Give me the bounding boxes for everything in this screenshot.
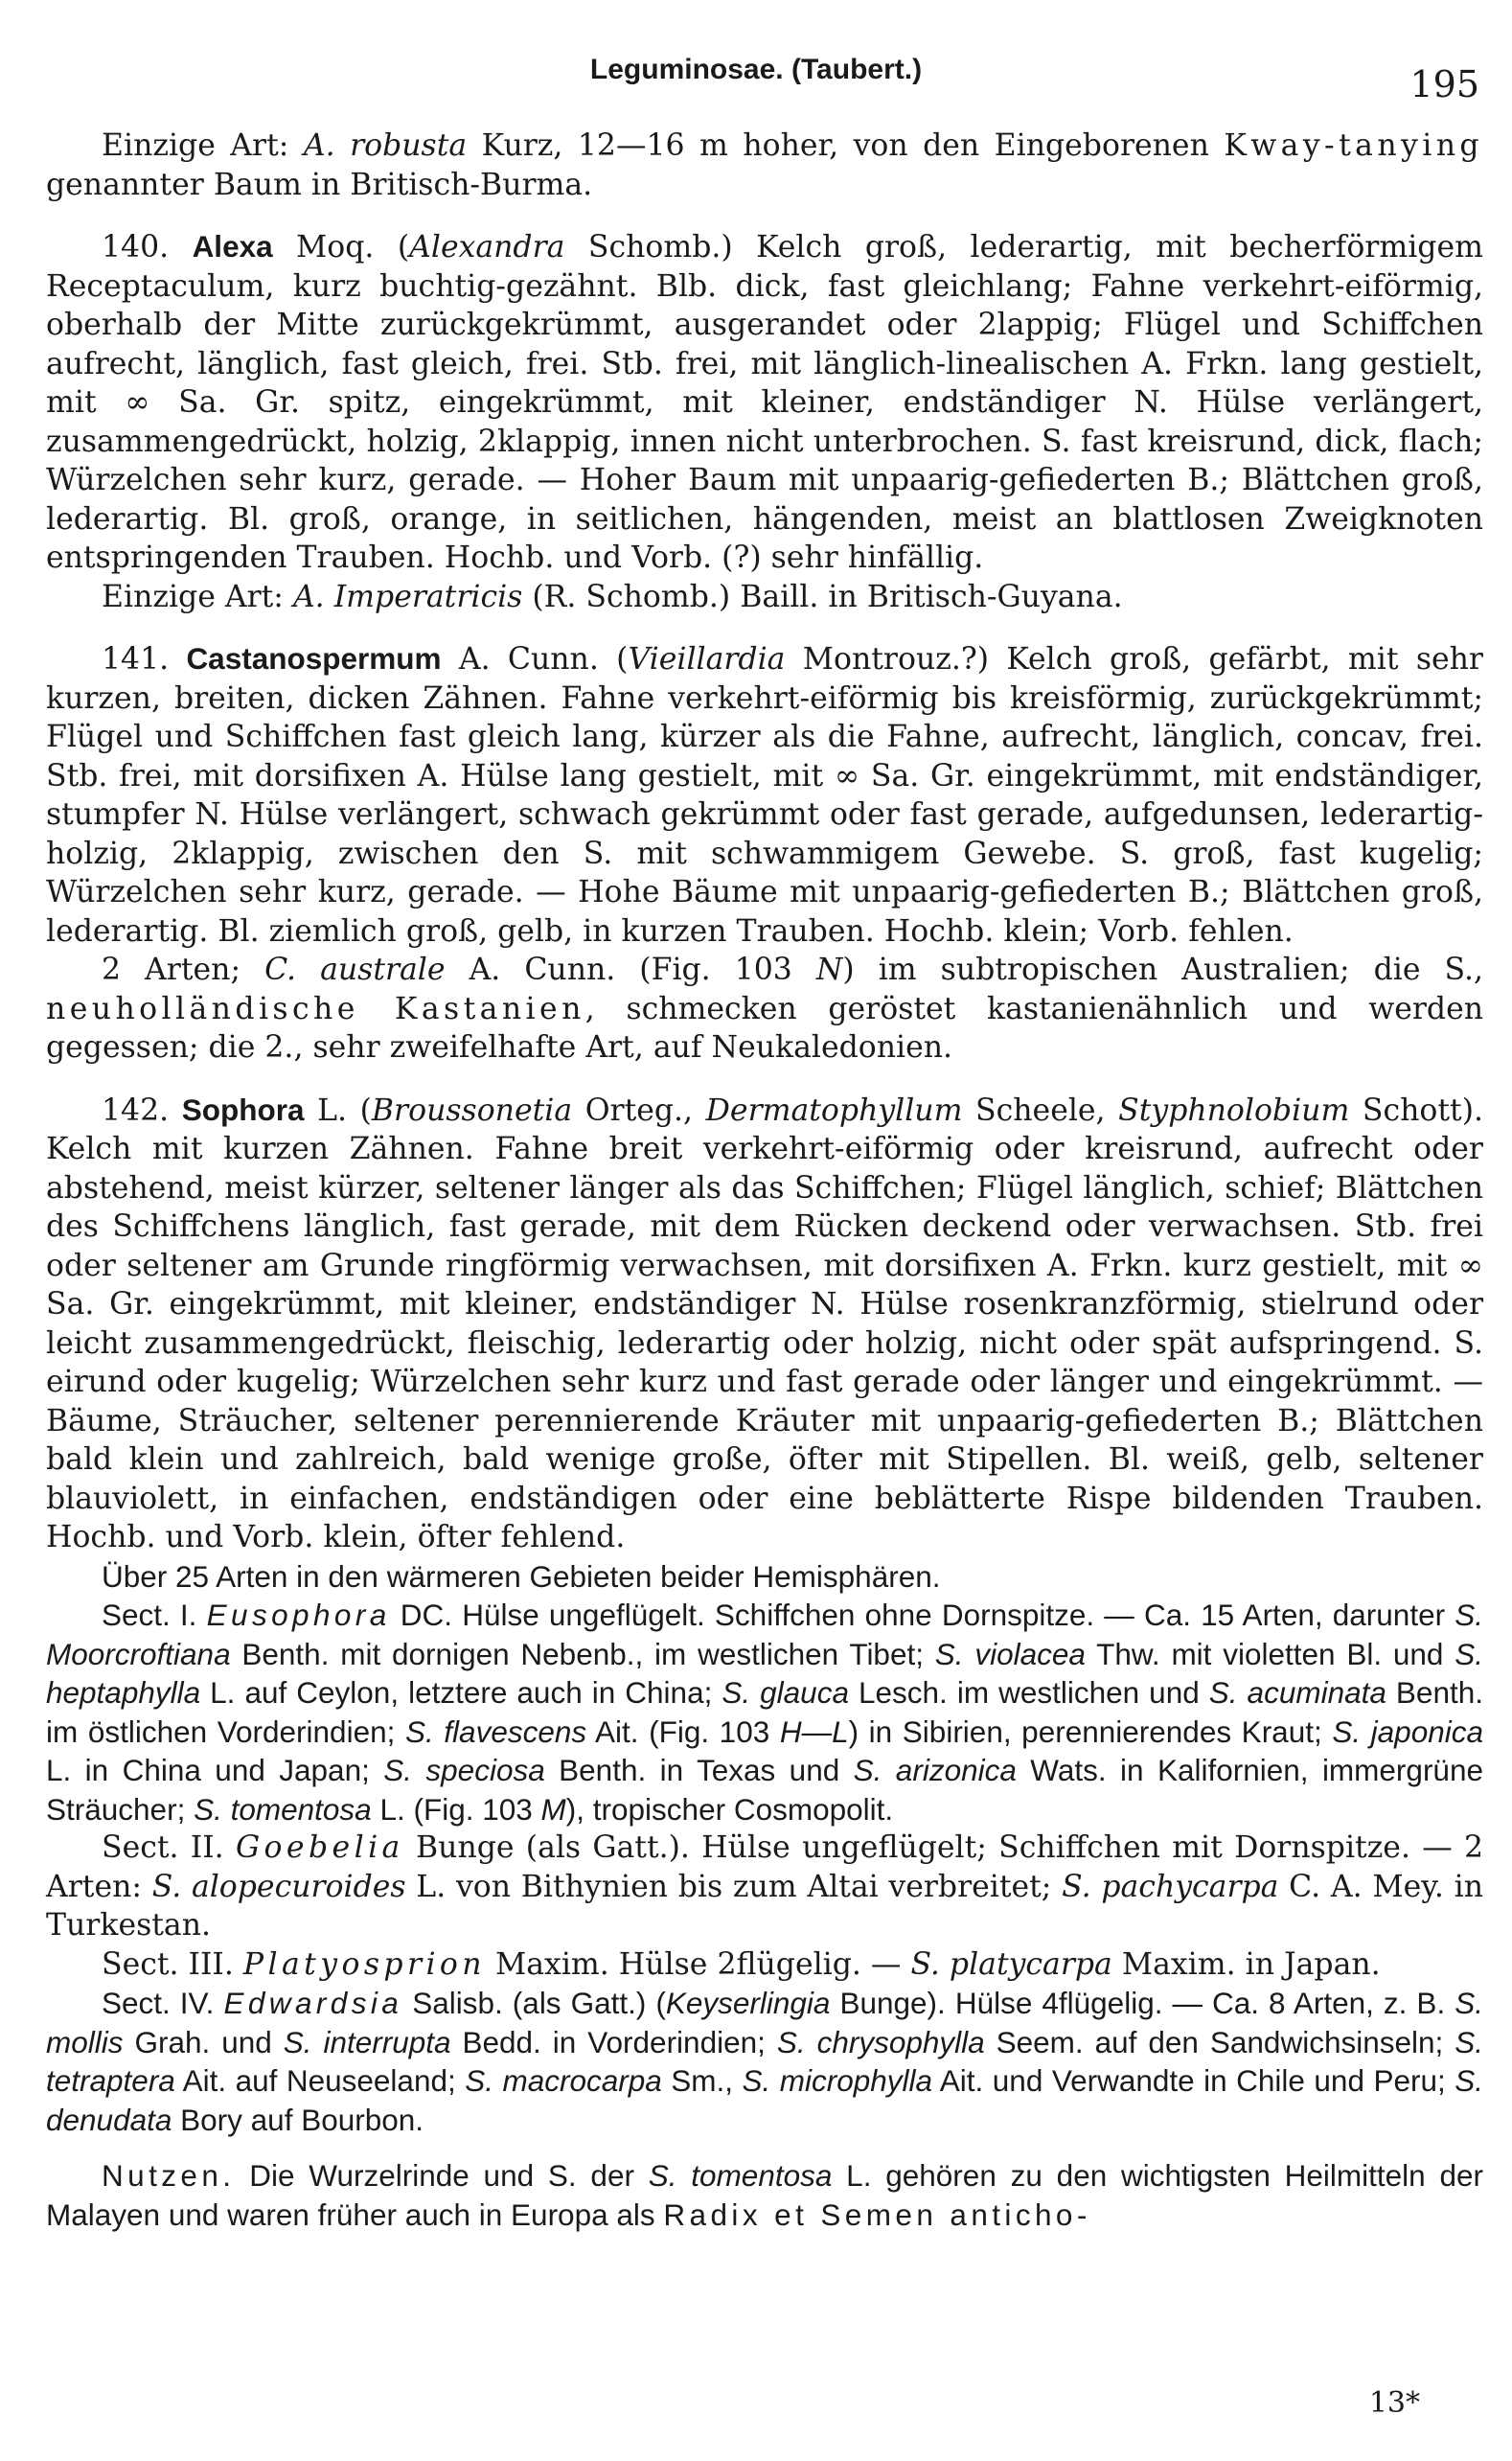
- paragraph: 140. Alexa Moq. (Alexandra Schomb.) Kelch groß, lederartig, mit becherförmigem Receptaculum, kurz buchtig-gezähnt. Blb. dick, fast gleichlang; Fahne verkehrt-eiförmig, oberhalb der Mitte zurückgekrümmt, ausgerandet oder 2lappig; Flügel und Schiffchen aufrecht, länglich, fast gleich, frei. Stb. frei, mit länglich-linealischen A. Frkn. lang gestielt, mit ∞ Sa. Gr. spitz, eingekrümmt, mit kleiner, endständiger N. Hülse verlängert, zusammengedrückt, holzig, 2klappig, innen nicht unterbrochen. S. fast kreisrund, dick, flach; Würzelchen sehr kurz, gerade. — Hoher Baum mit unpaarig-gefiederten B.; Blättchen groß, lederartig. Bl. groß, orange, in seitlichen, hängenden, meist an blattlosen Zweigknoten entspringenden Trauben. Hochb. und Vorb. (?) sehr hinfällig.: [46, 229, 1483, 575]
- paragraph: Einzige Art: A. robusta Kurz, 12—16 m hoher, von den Eingeborenen Kway-tanying genannter Baum in Britisch-Burma.: [46, 128, 1484, 202]
- paragraph: Sect. I. Eusophora DC. Hülse ungeflügelt. Schiffchen ohne Dornspitze. — Ca. 15 Arten, darunter S. Moorcroftiana Benth. mit dornigen Nebenb., im westlichen Tibet; S. violacea Thw. mit violetten Bl. und S. heptaphylla L. auf Ceylon, letztere auch in China; S. glauca Lesch. im westlichen und S. acuminata Benth. im östlichen Vorderindien; S. flavescens Ait. (Fig. 103 H—L) in Sibirien, perennierendes Kraut; S. japonica L. in China und Japan; S. speciosa Benth. in Texas und S. arizonica Wats. in Kalifornien, immergrüne Sträucher; S. tomentosa L. (Fig. 103 M), tropischer Cosmopolit.: [46, 1598, 1484, 1827]
- signature-mark: 13*: [1368, 2386, 1420, 2420]
- body-text: [46, 126, 1483, 2234]
- paragraph: Sect. IV. Edwardsia Salisb. (als Gatt.) (Keyserlingia Bunge). Hülse 4flügelig. — Ca. 8 Arten, z. B. S. mollis Grah. und S. interrupta Bedd. in Vorderindien; S. chrysophylla Seem. auf den Sandwichsinseln; S. tetraptera Ait. auf Neuseeland; S. macrocarpa Sm., S. microphylla Ait. und Verwandte in Chile und Peru; S. denudata Bory auf Bourbon.: [46, 1986, 1483, 2137]
- paragraph: 141. Castanospermum A. Cunn. (Vieillardia Montrouz.?) Kelch groß, gefärbt, mit sehr kurzen, breiten, dicken Zähnen. Fahne verkehrt-eiförmig bis kreisförmig, zurückgekrümmt; Flügel und Schiffchen fast gleich lang, kürzer als die Fahne, aufrecht, länglich, concav, frei. Stb. frei, mit dorsifixen A. Hülse lang gestielt, mit ∞ Sa. Gr. eingekrümmt, mit endständiger, stumpfer N. Hülse verlängert, schwach gekrümmt oder fast gerade, aufgedunsen, lederartig-holzig, 2klappig, zwischen den S. mit schwammigem Gewebe. S. groß, fast kugelig; Würzelchen sehr kurz, gerade. — Hohe Bäume mit unpaarig-gefiederten B.; Blättchen groß, lederartig. Bl. ziemlich groß, gelb, in kurzen Trauben. Hochb. klein; Vorb. fehlen.: [46, 641, 1483, 949]
- paragraph: Über 25 Arten in den wärmeren Gebieten beider Hemisphären.: [102, 1558, 941, 1594]
- paragraph: Sect. III. Platyosprion Maxim. Hülse 2flügelig. — S. platycarpa Maxim. in Japan.: [102, 1946, 1381, 1982]
- paragraph: Nutzen. Die Wurzelrinde und S. der S. tomentosa L. gehören zu den wichtigsten Heilmitteln der Malayen und waren früher auch in Europa als Radix et Semen anticho-: [46, 2158, 1483, 2232]
- paragraph: 142. Sophora L. (Broussonetia Orteg., Dermatophyllum Scheele, Styphnolobium Schott). Kelch mit kurzen Zähnen. Fahne breit verkehrt-eiförmig oder kreisrund, aufrecht oder abstehend, meist kürzer, seltener länger als das Schiffchen; Flügel länglich, schief; Blättchen des Schiffchens länglich, fast gerade, mit dem Rücken deckend oder verwachsen. Stb. frei oder seltener am Grunde ringförmig verwachsen, mit dorsifixen A. Frkn. kurz gestielt, mit ∞ Sa. Gr. eingekrümmt, mit kleiner, endständiger N. Hülse rosenkranzförmig, stielrund oder leicht zusammengedrückt, fleischig, lederartig oder holzig, nicht oder spät aufspringend. S. eirund oder kugelig; Würzelchen sehr kurz und fast gerade oder länger und eingekrümmt. — Bäume, Sträucher, seltener perennierende Kräuter mit unpaarig-gefiederten B.; Blättchen bald klein und zahlreich, bald wenige große, öfter mit Stipellen. Bl. weiß, gelb, seltener blauviolett, in einfachen, endständigen oder eine beblätterte Rispe bildenden Trauben. Hochb. und Vorb. klein, öfter fehlend.: [46, 1092, 1484, 1554]
- running-title: Leguminosae. (Taubert.): [589, 54, 923, 85]
- paragraph: Sect. II. Goebelia Bunge (als Gatt.). Hülse ungeflügelt; Schiffchen mit Dornspitze. — 2 Arten: S. alopecuroides L. von Bithynien bis zum Altai verbreitet; S. pachycarpa C. A. Mey. in Turkestan.: [46, 1830, 1484, 1943]
- paragraph: 2 Arten; C. australe A. Cunn. (Fig. 103 N) im subtropischen Australien; die S., neuholländische Kastanien, schmecken geröstet kastanienähnlich und werden gegessen; die 2., sehr zweifelhafte Art, auf Neukaledonien.: [46, 953, 1484, 1065]
- paragraph: Einzige Art: A. Imperatricis (R. Schomb.) Baill. in Britisch-Guyana.: [102, 579, 1123, 614]
- page-number: 195: [1409, 63, 1479, 105]
- page-header: [0, 54, 1512, 111]
